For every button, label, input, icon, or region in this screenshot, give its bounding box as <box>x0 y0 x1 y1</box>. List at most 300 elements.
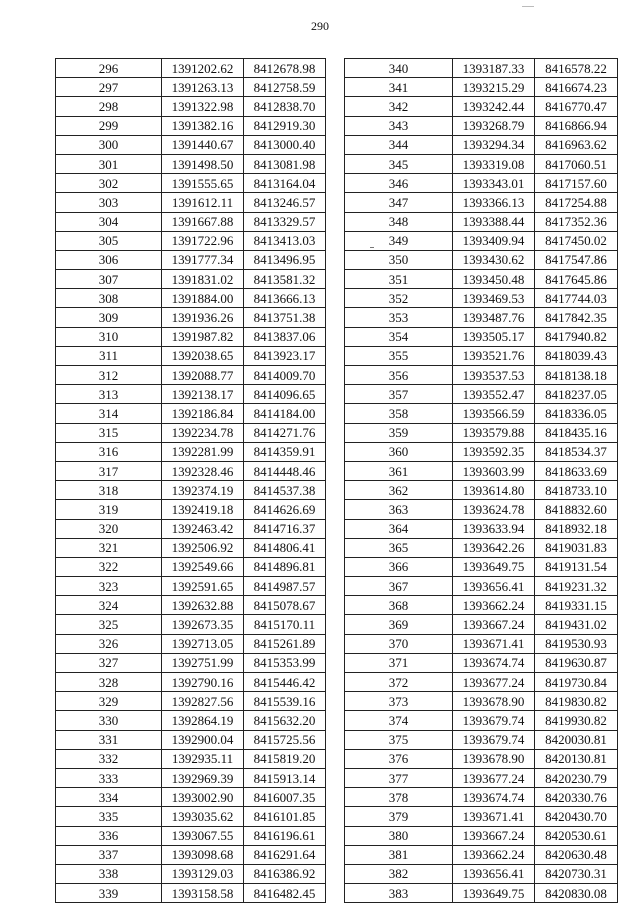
x-coordinate-cell: 1392419.18 <box>162 500 244 519</box>
x-coordinate-cell: 1393366.13 <box>453 193 535 212</box>
x-coordinate-cell: 1392186.84 <box>162 404 244 423</box>
table-row <box>345 749 618 768</box>
x-coordinate-cell: 1393677.24 <box>453 673 535 692</box>
table-row <box>56 788 326 807</box>
table-row <box>56 884 326 903</box>
x-coordinate-cell: 1393388.44 <box>453 212 535 231</box>
point-number-cell: 378 <box>345 788 453 807</box>
table-row <box>345 78 618 97</box>
x-coordinate-cell: 1392374.19 <box>162 481 244 500</box>
table-row <box>56 231 326 250</box>
x-coordinate-cell: 1393552.47 <box>453 385 535 404</box>
x-coordinate-cell: 1391936.26 <box>162 308 244 327</box>
table-row <box>345 461 618 480</box>
x-coordinate-cell: 1393649.75 <box>453 557 535 576</box>
y-coordinate-cell: 8420630.48 <box>535 845 618 864</box>
point-number-cell: 306 <box>56 250 162 269</box>
point-number-cell: 339 <box>56 884 162 903</box>
x-coordinate-cell: 1392969.39 <box>162 768 244 787</box>
point-number-cell: 299 <box>56 116 162 135</box>
y-coordinate-cell: 8418435.16 <box>535 423 618 442</box>
y-coordinate-cell: 8417157.60 <box>535 174 618 193</box>
table-row <box>345 366 618 385</box>
point-number-cell: 362 <box>345 481 453 500</box>
x-coordinate-cell: 1392591.65 <box>162 577 244 596</box>
x-coordinate-cell: 1393319.08 <box>453 154 535 173</box>
table-row <box>345 673 618 692</box>
point-number-cell: 373 <box>345 692 453 711</box>
table-row <box>345 615 618 634</box>
table-row <box>345 250 618 269</box>
x-coordinate-cell: 1393002.90 <box>162 788 244 807</box>
y-coordinate-cell: 8415446.42 <box>244 673 326 692</box>
x-coordinate-cell: 1393035.62 <box>162 807 244 826</box>
x-coordinate-cell: 1393129.03 <box>162 864 244 883</box>
table-row <box>56 634 326 653</box>
table-row <box>345 423 618 442</box>
table-row <box>345 193 618 212</box>
x-coordinate-cell: 1392549.66 <box>162 557 244 576</box>
y-coordinate-cell: 8420430.70 <box>535 807 618 826</box>
table-row <box>56 845 326 864</box>
x-coordinate-cell: 1393677.24 <box>453 768 535 787</box>
point-number-cell: 332 <box>56 749 162 768</box>
x-coordinate-cell: 1391555.65 <box>162 174 244 193</box>
table-row <box>56 212 326 231</box>
point-number-cell: 348 <box>345 212 453 231</box>
table-row <box>345 500 618 519</box>
x-coordinate-cell: 1392790.16 <box>162 673 244 692</box>
table-row <box>56 557 326 576</box>
x-coordinate-cell: 1393667.24 <box>453 826 535 845</box>
table-row <box>345 270 618 289</box>
y-coordinate-cell: 8413413.03 <box>244 231 326 250</box>
coordinates-table-left-body <box>56 59 326 903</box>
coordinates-table-right <box>344 58 618 903</box>
point-number-cell: 334 <box>56 788 162 807</box>
page-number: 290 <box>311 19 329 33</box>
x-coordinate-cell: 1393667.24 <box>453 615 535 634</box>
point-number-cell: 383 <box>345 884 453 903</box>
y-coordinate-cell: 8419530.93 <box>535 634 618 653</box>
y-coordinate-cell: 8419431.02 <box>535 615 618 634</box>
table-row <box>345 442 618 461</box>
table-row <box>56 366 326 385</box>
point-number-cell: 370 <box>345 634 453 653</box>
y-coordinate-cell: 8419131.54 <box>535 557 618 576</box>
table-row <box>56 270 326 289</box>
point-number-cell: 372 <box>345 673 453 692</box>
y-coordinate-cell: 8419930.82 <box>535 711 618 730</box>
point-number-cell: 368 <box>345 596 453 615</box>
y-coordinate-cell: 8416963.62 <box>535 135 618 154</box>
table-row <box>345 346 618 365</box>
y-coordinate-cell: 8413923.17 <box>244 346 326 365</box>
y-coordinate-cell: 8417744.03 <box>535 289 618 308</box>
x-coordinate-cell: 1393671.41 <box>453 634 535 653</box>
point-number-cell: 375 <box>345 730 453 749</box>
point-number-cell: 309 <box>56 308 162 327</box>
point-number-cell: 365 <box>345 538 453 557</box>
table-row <box>345 864 618 883</box>
y-coordinate-cell: 8419630.87 <box>535 653 618 672</box>
x-coordinate-cell: 1392673.35 <box>162 615 244 634</box>
y-coordinate-cell: 8420030.81 <box>535 730 618 749</box>
point-number-cell: 346 <box>345 174 453 193</box>
y-coordinate-cell: 8413666.13 <box>244 289 326 308</box>
x-coordinate-cell: 1391884.00 <box>162 289 244 308</box>
y-coordinate-cell: 8416196.61 <box>244 826 326 845</box>
table-row <box>345 385 618 404</box>
table-row <box>56 538 326 557</box>
y-coordinate-cell: 8414359.91 <box>244 442 326 461</box>
table-row <box>56 577 326 596</box>
y-coordinate-cell: 8414184.00 <box>244 404 326 423</box>
x-coordinate-cell: 1393603.99 <box>453 461 535 480</box>
x-coordinate-cell: 1393642.26 <box>453 538 535 557</box>
table-row <box>345 59 618 78</box>
x-coordinate-cell: 1391831.02 <box>162 270 244 289</box>
table-row <box>56 519 326 538</box>
point-number-cell: 303 <box>56 193 162 212</box>
y-coordinate-cell: 8416770.47 <box>535 97 618 116</box>
x-coordinate-cell: 1393268.79 <box>453 116 535 135</box>
table-row <box>56 442 326 461</box>
point-number-cell: 317 <box>56 461 162 480</box>
x-coordinate-cell: 1392038.65 <box>162 346 244 365</box>
y-coordinate-cell: 8415819.20 <box>244 749 326 768</box>
x-coordinate-cell: 1393450.48 <box>453 270 535 289</box>
table-row <box>345 116 618 135</box>
x-coordinate-cell: 1391777.34 <box>162 250 244 269</box>
x-coordinate-cell: 1393487.76 <box>453 308 535 327</box>
table-row <box>56 711 326 730</box>
table-row <box>345 212 618 231</box>
y-coordinate-cell: 8415725.56 <box>244 730 326 749</box>
x-coordinate-cell: 1392088.77 <box>162 366 244 385</box>
x-coordinate-cell: 1393430.62 <box>453 250 535 269</box>
table-row <box>56 327 326 346</box>
y-coordinate-cell: 8416482.45 <box>244 884 326 903</box>
y-coordinate-cell: 8418534.37 <box>535 442 618 461</box>
x-coordinate-cell: 1393409.94 <box>453 231 535 250</box>
table-row <box>56 289 326 308</box>
y-coordinate-cell: 8420530.61 <box>535 826 618 845</box>
y-coordinate-cell: 8420130.81 <box>535 749 618 768</box>
table-row <box>56 461 326 480</box>
point-number-cell: 302 <box>56 174 162 193</box>
point-number-cell: 380 <box>345 826 453 845</box>
x-coordinate-cell: 1393649.75 <box>453 884 535 903</box>
table-row <box>56 308 326 327</box>
point-number-cell: 319 <box>56 500 162 519</box>
point-number-cell: 335 <box>56 807 162 826</box>
x-coordinate-cell: 1391612.11 <box>162 193 244 212</box>
point-number-cell: 358 <box>345 404 453 423</box>
point-number-cell: 323 <box>56 577 162 596</box>
y-coordinate-cell: 8414716.37 <box>244 519 326 538</box>
x-coordinate-cell: 1393656.41 <box>453 577 535 596</box>
point-number-cell: 342 <box>345 97 453 116</box>
x-coordinate-cell: 1393215.29 <box>453 78 535 97</box>
y-coordinate-cell: 8419331.15 <box>535 596 618 615</box>
x-coordinate-cell: 1393343.01 <box>453 174 535 193</box>
y-coordinate-cell: 8413837.06 <box>244 327 326 346</box>
y-coordinate-cell: 8414987.57 <box>244 577 326 596</box>
x-coordinate-cell: 1393242.44 <box>453 97 535 116</box>
point-number-cell: 329 <box>56 692 162 711</box>
table-row <box>345 154 618 173</box>
y-coordinate-cell: 8416578.22 <box>535 59 618 78</box>
point-number-cell: 301 <box>56 154 162 173</box>
x-coordinate-cell: 1393678.90 <box>453 749 535 768</box>
point-number-cell: 341 <box>345 78 453 97</box>
y-coordinate-cell: 8412838.70 <box>244 97 326 116</box>
point-number-cell: 351 <box>345 270 453 289</box>
point-number-cell: 357 <box>345 385 453 404</box>
y-coordinate-cell: 8418138.18 <box>535 366 618 385</box>
table-row <box>56 346 326 365</box>
table-row <box>345 730 618 749</box>
y-coordinate-cell: 8415078.67 <box>244 596 326 615</box>
point-number-cell: 330 <box>56 711 162 730</box>
point-number-cell: 361 <box>345 461 453 480</box>
x-coordinate-cell: 1393656.41 <box>453 864 535 883</box>
table-row <box>56 116 326 135</box>
x-coordinate-cell: 1393187.33 <box>453 59 535 78</box>
x-coordinate-cell: 1393566.59 <box>453 404 535 423</box>
x-coordinate-cell: 1392328.46 <box>162 461 244 480</box>
y-coordinate-cell: 8416007.35 <box>244 788 326 807</box>
table-row <box>56 673 326 692</box>
y-coordinate-cell: 8417842.35 <box>535 308 618 327</box>
point-number-cell: 338 <box>56 864 162 883</box>
table-row <box>56 97 326 116</box>
table-row <box>345 884 618 903</box>
x-coordinate-cell: 1392713.05 <box>162 634 244 653</box>
point-number-cell: 307 <box>56 270 162 289</box>
table-row <box>56 615 326 634</box>
scan-artifact-line <box>522 6 534 7</box>
point-number-cell: 340 <box>345 59 453 78</box>
x-coordinate-cell: 1393679.74 <box>453 730 535 749</box>
point-number-cell: 328 <box>56 673 162 692</box>
table-row <box>345 481 618 500</box>
y-coordinate-cell: 8418832.60 <box>535 500 618 519</box>
x-coordinate-cell: 1391263.13 <box>162 78 244 97</box>
y-coordinate-cell: 8414448.46 <box>244 461 326 480</box>
x-coordinate-cell: 1392138.17 <box>162 385 244 404</box>
point-number-cell: 382 <box>345 864 453 883</box>
y-coordinate-cell: 8414009.70 <box>244 366 326 385</box>
x-coordinate-cell: 1391498.50 <box>162 154 244 173</box>
table-row <box>56 749 326 768</box>
x-coordinate-cell: 1392900.04 <box>162 730 244 749</box>
table-row <box>56 768 326 787</box>
table-row <box>56 154 326 173</box>
point-number-cell: 355 <box>345 346 453 365</box>
y-coordinate-cell: 8417547.86 <box>535 250 618 269</box>
x-coordinate-cell: 1392864.19 <box>162 711 244 730</box>
table-row <box>345 577 618 596</box>
x-coordinate-cell: 1393592.35 <box>453 442 535 461</box>
table-row <box>56 193 326 212</box>
point-number-cell: 314 <box>56 404 162 423</box>
point-number-cell: 327 <box>56 653 162 672</box>
table-row <box>56 730 326 749</box>
x-coordinate-cell: 1393067.55 <box>162 826 244 845</box>
table-row <box>56 807 326 826</box>
y-coordinate-cell: 8420230.79 <box>535 768 618 787</box>
point-number-cell: 304 <box>56 212 162 231</box>
point-number-cell: 360 <box>345 442 453 461</box>
point-number-cell: 296 <box>56 59 162 78</box>
point-number-cell: 379 <box>345 807 453 826</box>
point-number-cell: 374 <box>345 711 453 730</box>
y-coordinate-cell: 8416674.23 <box>535 78 618 97</box>
table-row <box>56 250 326 269</box>
table-row <box>56 423 326 442</box>
y-coordinate-cell: 8416866.94 <box>535 116 618 135</box>
y-coordinate-cell: 8419231.32 <box>535 577 618 596</box>
x-coordinate-cell: 1392751.99 <box>162 653 244 672</box>
y-coordinate-cell: 8414806.41 <box>244 538 326 557</box>
point-number-cell: 376 <box>345 749 453 768</box>
table-row <box>345 557 618 576</box>
x-coordinate-cell: 1393671.41 <box>453 807 535 826</box>
point-number-cell: 326 <box>56 634 162 653</box>
point-number-cell: 336 <box>56 826 162 845</box>
y-coordinate-cell: 8417645.86 <box>535 270 618 289</box>
y-coordinate-cell: 8417060.51 <box>535 154 618 173</box>
point-number-cell: 310 <box>56 327 162 346</box>
point-number-cell: 321 <box>56 538 162 557</box>
table-row <box>345 826 618 845</box>
point-number-cell: 316 <box>56 442 162 461</box>
point-number-cell: 354 <box>345 327 453 346</box>
table-row <box>345 308 618 327</box>
point-number-cell: 312 <box>56 366 162 385</box>
table-row <box>345 807 618 826</box>
table-row <box>56 864 326 883</box>
x-coordinate-cell: 1393505.17 <box>453 327 535 346</box>
y-coordinate-cell: 8412919.30 <box>244 116 326 135</box>
scan-speck <box>370 247 374 248</box>
y-coordinate-cell: 8415353.99 <box>244 653 326 672</box>
point-number-cell: 345 <box>345 154 453 173</box>
table-row <box>56 135 326 154</box>
point-number-cell: 359 <box>345 423 453 442</box>
table-row <box>345 327 618 346</box>
point-number-cell: 353 <box>345 308 453 327</box>
y-coordinate-cell: 8415170.11 <box>244 615 326 634</box>
y-coordinate-cell: 8413081.98 <box>244 154 326 173</box>
y-coordinate-cell: 8418039.43 <box>535 346 618 365</box>
y-coordinate-cell: 8417450.02 <box>535 231 618 250</box>
point-number-cell: 366 <box>345 557 453 576</box>
x-coordinate-cell: 1393674.74 <box>453 653 535 672</box>
table-row <box>56 826 326 845</box>
point-number-cell: 337 <box>56 845 162 864</box>
x-coordinate-cell: 1392463.42 <box>162 519 244 538</box>
y-coordinate-cell: 8413751.38 <box>244 308 326 327</box>
x-coordinate-cell: 1393158.58 <box>162 884 244 903</box>
y-coordinate-cell: 8418633.69 <box>535 461 618 480</box>
x-coordinate-cell: 1392281.99 <box>162 442 244 461</box>
y-coordinate-cell: 8420730.31 <box>535 864 618 883</box>
y-coordinate-cell: 8419830.82 <box>535 692 618 711</box>
table-row <box>345 519 618 538</box>
y-coordinate-cell: 8416386.92 <box>244 864 326 883</box>
coordinates-table-left <box>55 58 326 903</box>
x-coordinate-cell: 1392632.88 <box>162 596 244 615</box>
y-coordinate-cell: 8413496.95 <box>244 250 326 269</box>
y-coordinate-cell: 8413581.32 <box>244 270 326 289</box>
y-coordinate-cell: 8415261.89 <box>244 634 326 653</box>
table-row <box>345 653 618 672</box>
point-number-cell: 322 <box>56 557 162 576</box>
y-coordinate-cell: 8418237.05 <box>535 385 618 404</box>
point-number-cell: 347 <box>345 193 453 212</box>
table-row <box>345 231 618 250</box>
y-coordinate-cell: 8418932.18 <box>535 519 618 538</box>
point-number-cell: 343 <box>345 116 453 135</box>
y-coordinate-cell: 8414271.76 <box>244 423 326 442</box>
point-number-cell: 377 <box>345 768 453 787</box>
table-row <box>345 768 618 787</box>
table-row <box>56 653 326 672</box>
table-row <box>56 481 326 500</box>
y-coordinate-cell: 8413246.57 <box>244 193 326 212</box>
y-coordinate-cell: 8414537.38 <box>244 481 326 500</box>
point-number-cell: 381 <box>345 845 453 864</box>
y-coordinate-cell: 8420830.08 <box>535 884 618 903</box>
table-row <box>56 78 326 97</box>
x-coordinate-cell: 1393678.90 <box>453 692 535 711</box>
table-row <box>56 500 326 519</box>
table-row <box>345 845 618 864</box>
coordinates-table-right-body <box>345 59 618 903</box>
y-coordinate-cell: 8418733.10 <box>535 481 618 500</box>
table-row <box>345 174 618 193</box>
y-coordinate-cell: 8417940.82 <box>535 327 618 346</box>
y-coordinate-cell: 8415913.14 <box>244 768 326 787</box>
y-coordinate-cell: 8412758.59 <box>244 78 326 97</box>
point-number-cell: 300 <box>56 135 162 154</box>
point-number-cell: 356 <box>345 366 453 385</box>
x-coordinate-cell: 1392234.78 <box>162 423 244 442</box>
point-number-cell: 305 <box>56 231 162 250</box>
x-coordinate-cell: 1393537.53 <box>453 366 535 385</box>
x-coordinate-cell: 1393633.94 <box>453 519 535 538</box>
table-row <box>56 692 326 711</box>
x-coordinate-cell: 1393679.74 <box>453 711 535 730</box>
point-number-cell: 352 <box>345 289 453 308</box>
point-number-cell: 297 <box>56 78 162 97</box>
point-number-cell: 298 <box>56 97 162 116</box>
table-row <box>345 788 618 807</box>
y-coordinate-cell: 8420330.76 <box>535 788 618 807</box>
table-row <box>345 596 618 615</box>
table-row <box>56 385 326 404</box>
x-coordinate-cell: 1391987.82 <box>162 327 244 346</box>
y-coordinate-cell: 8418336.05 <box>535 404 618 423</box>
point-number-cell: 371 <box>345 653 453 672</box>
y-coordinate-cell: 8413000.40 <box>244 135 326 154</box>
table-row <box>345 634 618 653</box>
x-coordinate-cell: 1392827.56 <box>162 692 244 711</box>
table-row <box>56 404 326 423</box>
